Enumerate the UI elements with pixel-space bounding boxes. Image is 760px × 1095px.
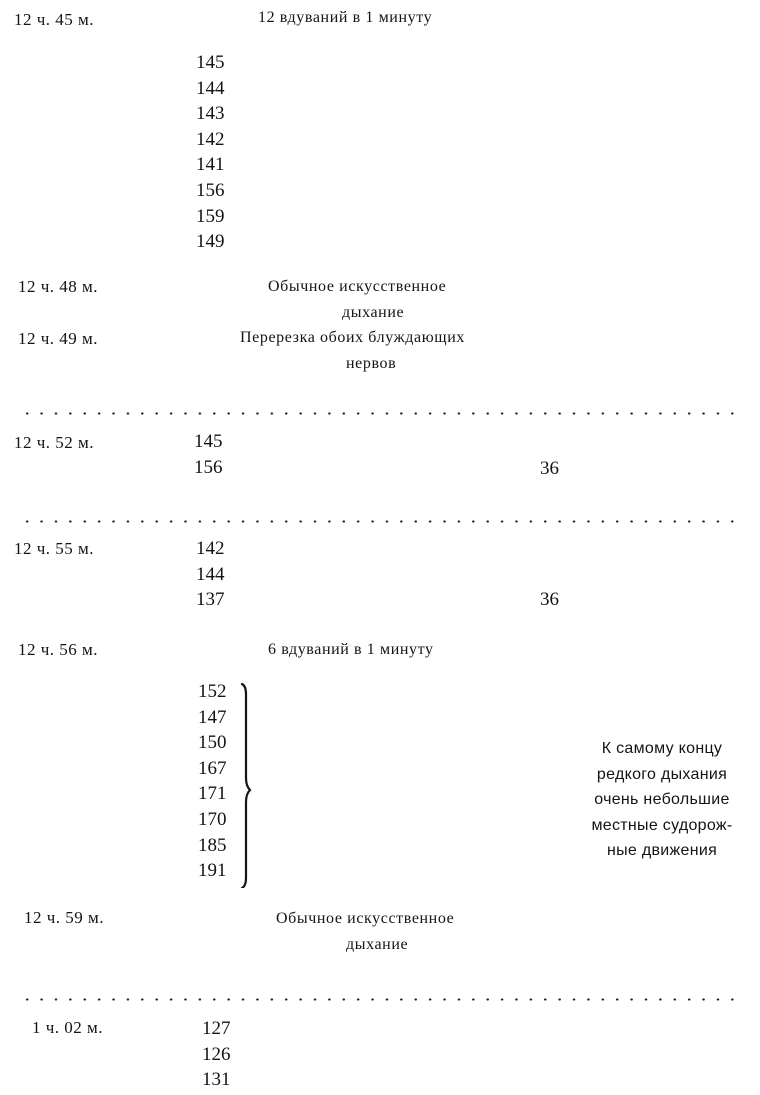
pulse-value: 141: [196, 154, 225, 176]
pulse-value: 131: [202, 1069, 231, 1091]
observation-line: К самому концу: [601, 740, 723, 757]
pulse-value: 156: [194, 456, 223, 478]
protocol-note-continued: нервов: [346, 355, 397, 372]
protocol-note: Перерезка обоих блуждающих: [240, 329, 465, 346]
dotted-separator: [20, 998, 740, 1001]
pulse-value: 142: [196, 538, 225, 559]
time-label: 12 ч. 45 м.: [14, 10, 95, 29]
time-label: 12 ч. 49 м.: [18, 329, 99, 348]
pulse-value: 126: [202, 1043, 231, 1065]
pulse-value: 145: [196, 52, 225, 73]
pulse-list: [194, 429, 223, 480]
pulse-value: 147: [198, 706, 227, 728]
pulse-value: 144: [196, 563, 225, 585]
observation-line: местные судорож-: [591, 816, 733, 834]
protocol-note: Обычное искусственное: [276, 910, 455, 927]
protocol-note-continued: дыхание: [346, 936, 409, 953]
pulse-value: 137: [196, 589, 225, 611]
pulse-list: [198, 679, 227, 884]
time-label: 12 ч. 59 м.: [24, 908, 105, 927]
protocol-note: 12 вдуваний в 1 минуту: [258, 9, 433, 26]
pulse-value: 143: [196, 103, 225, 125]
time-label: 12 ч. 56 м.: [18, 640, 99, 659]
dotted-separator: [20, 520, 740, 523]
time-label: 12 ч. 48 м.: [18, 277, 99, 296]
pulse-value: 156: [196, 179, 225, 201]
pulse-value: 167: [198, 757, 227, 779]
observation-line: ные движения: [606, 842, 718, 859]
pulse-value: 142: [196, 128, 225, 150]
pulse-value: 144: [196, 77, 225, 99]
pulse-value: 170: [198, 808, 227, 830]
protocol-note-continued: дыхание: [342, 304, 405, 321]
pulse-value: 149: [196, 231, 225, 253]
protocol-note: 6 вдуваний в 1 минуту: [268, 641, 434, 658]
time-label: 12 ч. 52 м.: [14, 433, 95, 452]
observation-line: очень небольшие: [594, 791, 730, 808]
pulse-list: [202, 1016, 231, 1093]
pulse-value: 159: [196, 205, 225, 227]
pulse-value: 145: [194, 431, 223, 452]
pulse-value: 150: [198, 732, 227, 754]
dotted-separator: [20, 412, 740, 415]
pulse-value: 152: [198, 681, 227, 702]
observation-line: редкого дыхания: [596, 765, 728, 783]
pulse-value: 185: [198, 834, 227, 856]
respiration-value: 36: [540, 458, 559, 479]
pulse-value: 191: [198, 860, 227, 882]
pulse-list: [196, 50, 225, 255]
pulse-value: 127: [202, 1018, 231, 1039]
protocol-note: Обычное искусственное: [268, 278, 447, 295]
respiration-value: 36: [540, 589, 559, 610]
pulse-list: [196, 536, 225, 613]
time-label: 12 ч. 55 м.: [14, 539, 95, 558]
curly-brace: [236, 682, 256, 888]
observation-note: [572, 736, 752, 864]
time-label: 1 ч. 02 м.: [32, 1018, 104, 1037]
pulse-value: 171: [198, 783, 227, 805]
